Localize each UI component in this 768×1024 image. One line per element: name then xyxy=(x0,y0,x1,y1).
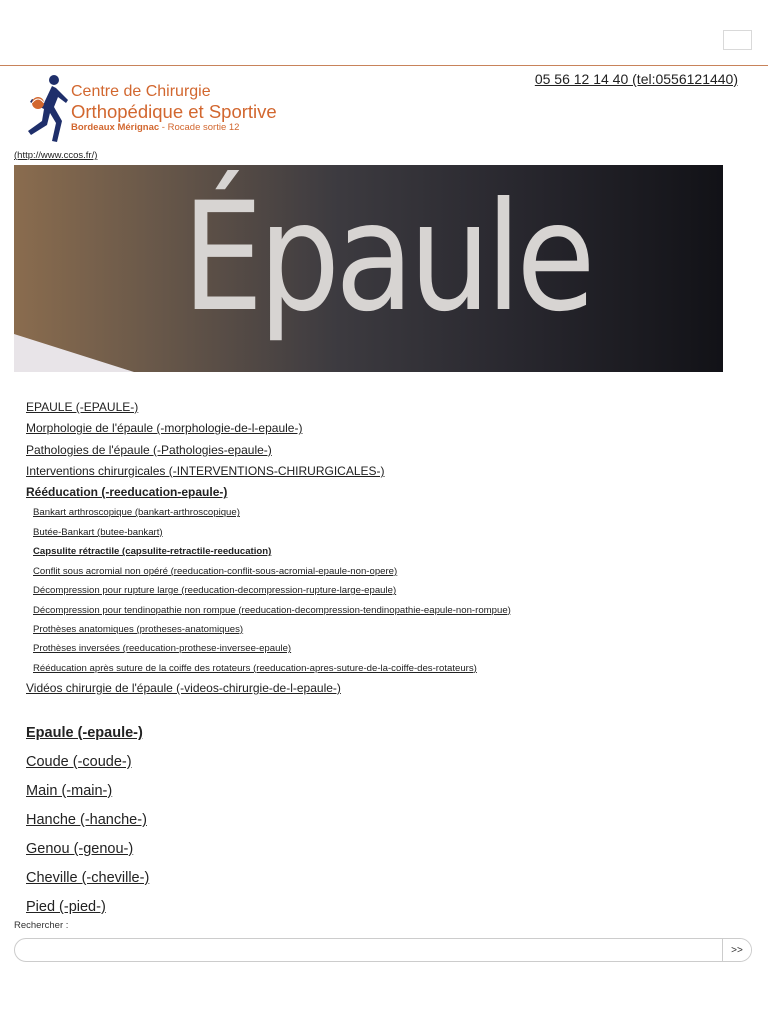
site-home-link[interactable]: (http://www.ccos.fr/) xyxy=(14,150,98,161)
nav-item-reeducation[interactable]: Rééducation (-reeducation-epaule-) xyxy=(26,485,228,500)
submenu-item-conflit[interactable]: Conflit sous acromial non opéré (reeducation-conflit-sous-acromial-epaule-non-opere) xyxy=(33,565,398,577)
phone-link[interactable]: 05 56 12 14 40 (tel:0556121440) xyxy=(534,71,738,87)
submenu-item-capsulite[interactable]: Capsulite rétractile (capsulite-retractile-reeducation) xyxy=(33,546,272,558)
menu-toggle-button[interactable] xyxy=(723,30,752,50)
hero-banner xyxy=(14,165,723,372)
submenu-item-protheses-inversees[interactable]: Prothèses inversées (reeducation-prothese-inversee-epaule) xyxy=(33,643,292,655)
banner-word: Épaule xyxy=(182,171,591,345)
body-nav-coude[interactable]: Coude (-coude-) xyxy=(26,754,132,770)
nav-item-pathologies[interactable]: Pathologies de l'épaule (-Pathologies-epaule-) xyxy=(26,442,272,457)
nav-item-interventions[interactable]: Interventions chirurgicales (-INTERVENTIONS-CHIRURGICALES-) xyxy=(26,463,385,478)
submenu-item-butee-bankart[interactable]: Butée-Bankart (butee-bankart) xyxy=(33,526,163,538)
search-input[interactable] xyxy=(15,939,721,961)
body-nav-epaule[interactable]: Epaule (-epaule-) xyxy=(26,725,143,741)
logo-location: Bordeaux Mérignac xyxy=(71,122,160,133)
nav-item-epaule[interactable]: EPAULE (-EPAULE-) xyxy=(26,400,139,414)
search-label: Rechercher : xyxy=(14,920,69,931)
runner-logo-icon xyxy=(22,73,70,145)
search-submit-button[interactable]: >> xyxy=(722,939,751,961)
submenu-item-protheses-anatomiques[interactable]: Prothèses anatomiques (protheses-anatomiques) xyxy=(33,623,244,635)
search-form xyxy=(14,938,752,962)
submenu-item-decompression-tendinopathie[interactable]: Décompression pour tendinopathie non rompue (reeducation-decompression-tendinopathie-eapule-non-rompue) xyxy=(33,604,511,616)
logo-tagline xyxy=(71,122,239,133)
body-part-nav xyxy=(26,719,149,922)
body-nav-main[interactable]: Main (-main-) xyxy=(26,783,113,799)
submenu-item-suture-coiffe[interactable]: Rééducation après suture de la coiffe des rotateurs (reeducation-apres-suture-de-la-coiffe-des-rotateurs) xyxy=(33,662,477,674)
submenu-item-decompression-rupture[interactable]: Décompression pour rupture large (reeducation-decompression-rupture-large-epaule) xyxy=(33,585,397,597)
body-nav-pied[interactable]: Pied (-pied-) xyxy=(26,899,106,915)
banner-floor-shape xyxy=(14,334,134,372)
submenu-item-bankart[interactable]: Bankart arthroscopique (bankart-arthroscopique) xyxy=(33,507,240,519)
nav-item-morphologie[interactable]: Morphologie de l'épaule (-morphologie-de-l-epaule-) xyxy=(26,421,303,436)
logo-title-line1: Centre de Chirurgie xyxy=(71,83,211,100)
top-bar xyxy=(0,0,768,66)
logo-title-line2: Orthopédique et Sportive xyxy=(71,101,277,122)
site-logo[interactable] xyxy=(22,73,284,145)
body-nav-hanche[interactable]: Hanche (-hanche-) xyxy=(26,812,147,828)
logo-location-detail: - Rocade sortie 12 xyxy=(159,122,240,133)
reeducation-submenu xyxy=(26,503,746,678)
section-nav xyxy=(26,397,746,699)
body-nav-cheville[interactable]: Cheville (-cheville-) xyxy=(26,870,150,886)
nav-item-videos[interactable]: Vidéos chirurgie de l'épaule (-videos-chirurgie-de-l-epaule-) xyxy=(26,681,341,696)
body-nav-genou[interactable]: Genou (-genou-) xyxy=(26,841,134,857)
